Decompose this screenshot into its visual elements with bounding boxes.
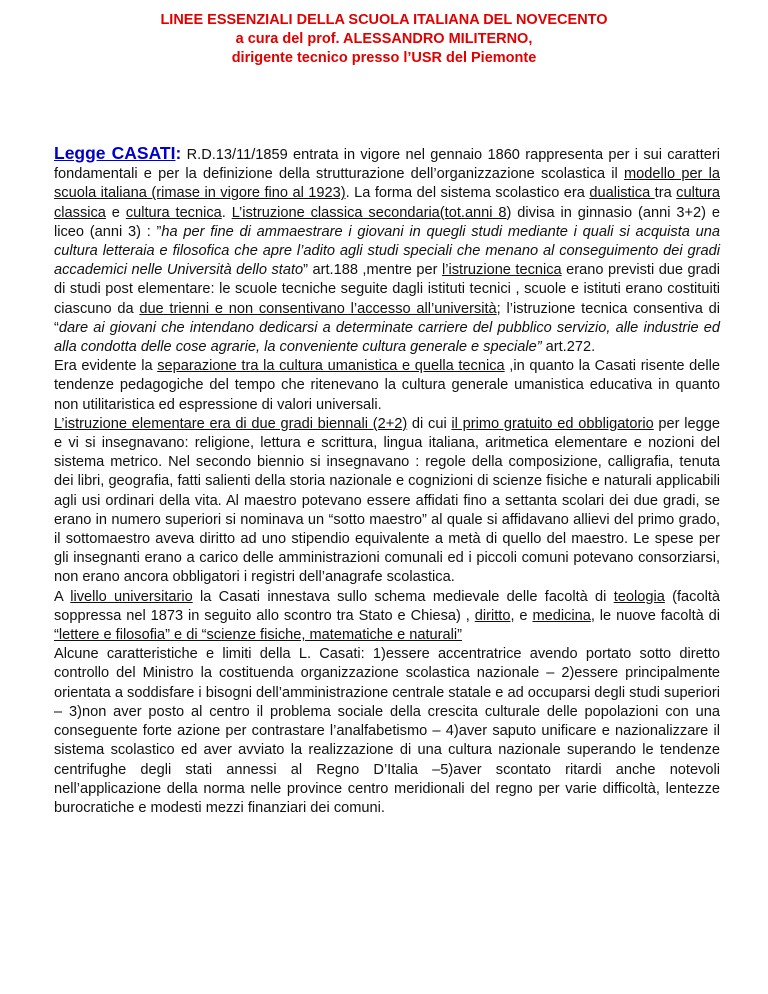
text-run: . La forma del sistema scolastico era bbox=[345, 185, 590, 202]
text-run: due trienni e non consentivano l’accesso all’università bbox=[139, 300, 497, 317]
text-run: art.272. bbox=[541, 339, 596, 356]
text-run: R.D.13/11/1859 entrata in vigore nel gennaio 1860 rappresenta per i sui caratteri fondamentali e per la definizione della strutturazione dell’organizzazione scolastica il bbox=[54, 147, 720, 183]
text-run: erano previsti due gradi di studi post elementare: le scuole tecniche seguite dagli istituti tecnici , scuole e istituti erano costituiti ciascuno da bbox=[54, 262, 720, 317]
text-run: “lettere e filosofia” e di “scienze fisiche, matematiche e naturali” bbox=[54, 627, 462, 644]
document-body bbox=[54, 144, 720, 818]
paragraph bbox=[54, 357, 720, 415]
header-title: LINEE ESSENZIALI DELLA SCUOLA ITALIANA DEL NOVECENTO bbox=[160, 12, 608, 28]
text-run: per legge e vi si insegnavano: religione, lettura e scrittura, lingua italiana, aritmetica elementare e nozioni del sistema metrico. Nel secondo biennio si insegnavano : regole della composizione, calligrafia, tenuta dei libri, geografia, fatti salienti della storia nazionale e cognizioni di scienze fisiche e naturali applicabili agli usi ordinari della vita. Al maestro potevano essere affidati fino a settanta scolari dei due gradi, se erano in numero superiori si nominava un “sotto maestro” al quale si affidavano allievi del primo grado, il sottomaestro aveva diritto ad uno stipendio equivalente a metà di quello del maestro. Le spese per gli insegnanti erano a carico delle amministrazioni comunali ed i piccoli comuni potevano consorziarsi, non erano ancora obbligatori i registri dell’anagrafe scolastica. bbox=[54, 415, 720, 586]
text-run: dualistica bbox=[589, 185, 655, 202]
paragraph bbox=[54, 645, 720, 818]
text-run: L’istruzione elementare era di due gradi biennali (2+2) bbox=[54, 415, 408, 432]
text-run: cultura classica bbox=[54, 185, 720, 221]
text-run: cultura tecnica bbox=[125, 204, 222, 221]
text-run: livello universitario bbox=[70, 588, 193, 605]
text-run: , e bbox=[510, 607, 533, 624]
text-run: Era evidente la bbox=[54, 358, 158, 375]
text-run: ,in quanto la Casati risente delle tendenze pedagogiche del tempo che ritenevano la cultura generale umanistica educativa in quanto non utilitaristica ed espressione di valori universali. bbox=[54, 358, 720, 413]
paragraph bbox=[54, 144, 720, 357]
text-run: A bbox=[54, 588, 71, 605]
header-role: dirigente tecnico presso l’USR del Piemonte bbox=[231, 50, 537, 66]
text-run: dare ai giovani che intendano dedicarsi a determinate carriere del pubblico servizio, alle industrie ed alla condotta delle cose agrarie, la conveniente cultura generale e speciale” bbox=[54, 319, 720, 356]
text-run: e bbox=[105, 204, 126, 221]
text-run: ; l’istruzione tecnica consentiva di “ bbox=[54, 300, 720, 336]
text-run: l’istruzione tecnica bbox=[441, 262, 562, 279]
document-header bbox=[0, 11, 768, 68]
text-run: : bbox=[175, 143, 182, 163]
text-run: il primo gratuito ed obbligatorio bbox=[451, 415, 654, 432]
text-run: diritto bbox=[474, 607, 511, 624]
text-run: Alcune caratteristiche e limiti della L. Casati: 1)essere accentratrice avendo portato sotto diretto controllo del Ministro la costituenda organizzazione scolastica nazionale – 2)essere principalmente orientata a soddisfare i bisogni dell’amministrazione centrale statale e ad occuparsi degli studi superiori – 3)non aver posto al centro il problema sociale della crescita culturale delle popolazioni con una conseguente forte azione per contrastare l’analfabetismo – 4)aver saputo unificare e nazionalizzare il sistema scolastico ed aver avviato la realizzazione di una cultura nazionale superando le tendenze centrifughe degli stati annessi al Regno D’Italia –5)aver scontato ritardi anche notevoli nell’applicazione della norma nelle province centro meridionali del regno per varie difficoltà, lentezze burocratiche e modesti mezzi finanziari dei comuni. bbox=[54, 646, 720, 816]
text-run: medicina bbox=[532, 607, 591, 624]
text-run: L’istruzione classica secondaria(tot.anni 8 bbox=[231, 204, 507, 221]
text-run: separazione tra la cultura umanistica e quella tecnica bbox=[157, 358, 505, 375]
paragraph bbox=[54, 415, 720, 588]
text-run: (facoltà soppressa nel 1873 in seguito allo scontro tra Stato e Chiesa) , bbox=[54, 588, 720, 624]
text-run: ha per fine di ammaestrare i giovani in quegli studi mediante i quali si acquista una cultura letteraia e filosofica che apre l’adito agli studi speciali che menano al conseguimento dei gradi accademici nelle Università dello stato bbox=[54, 223, 720, 279]
text-run: Legge CASATI bbox=[54, 143, 176, 163]
text-run: la Casati innestava sullo schema medievale delle facoltà di bbox=[192, 588, 614, 605]
text-run: teologia bbox=[613, 588, 665, 605]
header-author: a cura del prof. ALESSANDRO MILITERNO, bbox=[235, 31, 533, 47]
text-run: , le nuove facoltà di bbox=[590, 607, 721, 624]
text-run: di cui bbox=[407, 415, 452, 432]
text-run: ” art.188 ,mentre per bbox=[303, 262, 442, 279]
paragraph bbox=[54, 588, 720, 646]
text-run: . bbox=[221, 204, 232, 221]
text-run: ) divisa in ginnasio (anni 3+2) e liceo (anni 3) : ” bbox=[54, 204, 720, 240]
text-run: tra bbox=[654, 185, 677, 202]
text-run: modello per la scuola italiana (rimase in vigore fino al 1923) bbox=[54, 166, 720, 202]
